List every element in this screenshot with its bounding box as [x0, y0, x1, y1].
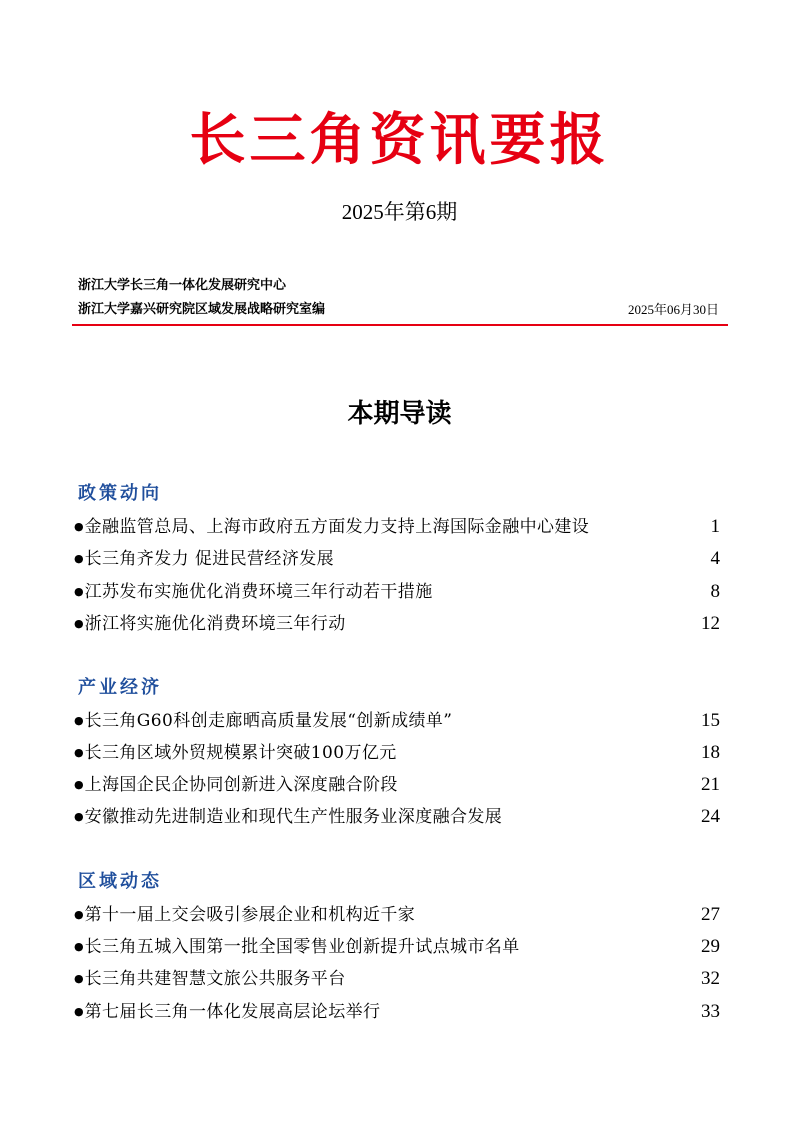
toc-item-page: 1 [710, 516, 720, 537]
toc-item-title: 安徽推动先进制造业和现代生产性服务业深度融合发展 [84, 807, 503, 827]
toc-item-page: 15 [701, 710, 720, 731]
bullet-icon: ● [74, 617, 84, 630]
toc-item-page: 27 [701, 904, 720, 925]
toc-item-title: 江苏发布实施优化消费环境三年行动若干措施 [84, 582, 433, 602]
bullet-icon: ● [74, 585, 84, 598]
toc-item[interactable] [74, 739, 720, 767]
toc-item-title: 金融监管总局、上海市政府五方面发力支持上海国际金融中心建设 [84, 517, 590, 537]
toc-item-title: 第七届长三角一体化发展高层论坛举行 [84, 1002, 381, 1022]
toc-item-title: 长三角齐发力 促进民营经济发展 [84, 549, 335, 569]
toc-item-page: 21 [701, 774, 720, 795]
publish-date: 2025年06月30日 [627, 302, 719, 317]
toc-item-page: 12 [701, 613, 720, 634]
toc-item-page: 32 [701, 968, 720, 989]
bullet-icon: ● [74, 940, 84, 953]
guide-title: 本期导读 [347, 399, 452, 429]
toc-item-title: 长三角共建智慧文旅公共服务平台 [84, 969, 346, 989]
publisher-line-2: 浙江大学嘉兴研究院区域发展战略研究室编 [78, 302, 326, 317]
toc-item-title: 上海国企民企协同创新进入深度融合阶段 [84, 775, 398, 795]
toc-item-title: 长三角五城入围第一批全国零售业创新提升试点城市名单 [84, 937, 520, 957]
issue-number: 2025年第6期 [341, 200, 458, 224]
section-title-policy: 政策动向 [78, 483, 162, 504]
toc-item-page: 29 [701, 936, 720, 957]
toc-item[interactable] [74, 803, 720, 831]
bullet-icon: ● [74, 810, 84, 823]
toc-item-title: 长三角区域外贸规模累计突破100万亿元 [84, 743, 397, 763]
toc-item-page: 33 [701, 1001, 720, 1022]
toc-item-title: 浙江将实施优化消费环境三年行动 [84, 614, 346, 634]
bullet-icon: ● [74, 972, 84, 985]
toc-item[interactable] [74, 998, 720, 1026]
bullet-icon: ● [74, 552, 84, 565]
toc-item[interactable] [74, 965, 720, 993]
toc-item[interactable] [74, 933, 720, 961]
toc-item-page: 8 [710, 581, 720, 602]
header-divider [72, 324, 728, 326]
toc-item[interactable] [74, 901, 720, 929]
bullet-icon: ● [74, 714, 84, 727]
toc-item[interactable] [74, 513, 720, 541]
publisher-line-1: 浙江大学长三角一体化发展研究中心 [78, 278, 287, 293]
toc-item-page: 18 [701, 742, 720, 763]
bullet-icon: ● [74, 778, 84, 791]
toc-item-page: 24 [701, 806, 720, 827]
toc-item-title: 长三角G60科创走廊晒高质量发展“创新成绩单” [84, 711, 453, 731]
bullet-icon: ● [74, 520, 84, 533]
bullet-icon: ● [74, 1005, 84, 1018]
masthead-title: 长三角资讯要报 [189, 107, 610, 173]
toc-item[interactable] [74, 578, 720, 606]
bullet-icon: ● [74, 746, 84, 759]
bullet-icon: ● [74, 908, 84, 921]
toc-item-page: 4 [710, 548, 720, 569]
section-title-industry: 产业经济 [78, 677, 162, 698]
toc-item[interactable] [74, 610, 720, 638]
toc-item[interactable] [74, 707, 720, 735]
toc-item[interactable] [74, 771, 720, 799]
toc-item-title: 第十一届上交会吸引参展企业和机构近千家 [84, 905, 416, 925]
toc-item[interactable] [74, 545, 720, 573]
section-title-regional: 区域动态 [78, 871, 162, 892]
